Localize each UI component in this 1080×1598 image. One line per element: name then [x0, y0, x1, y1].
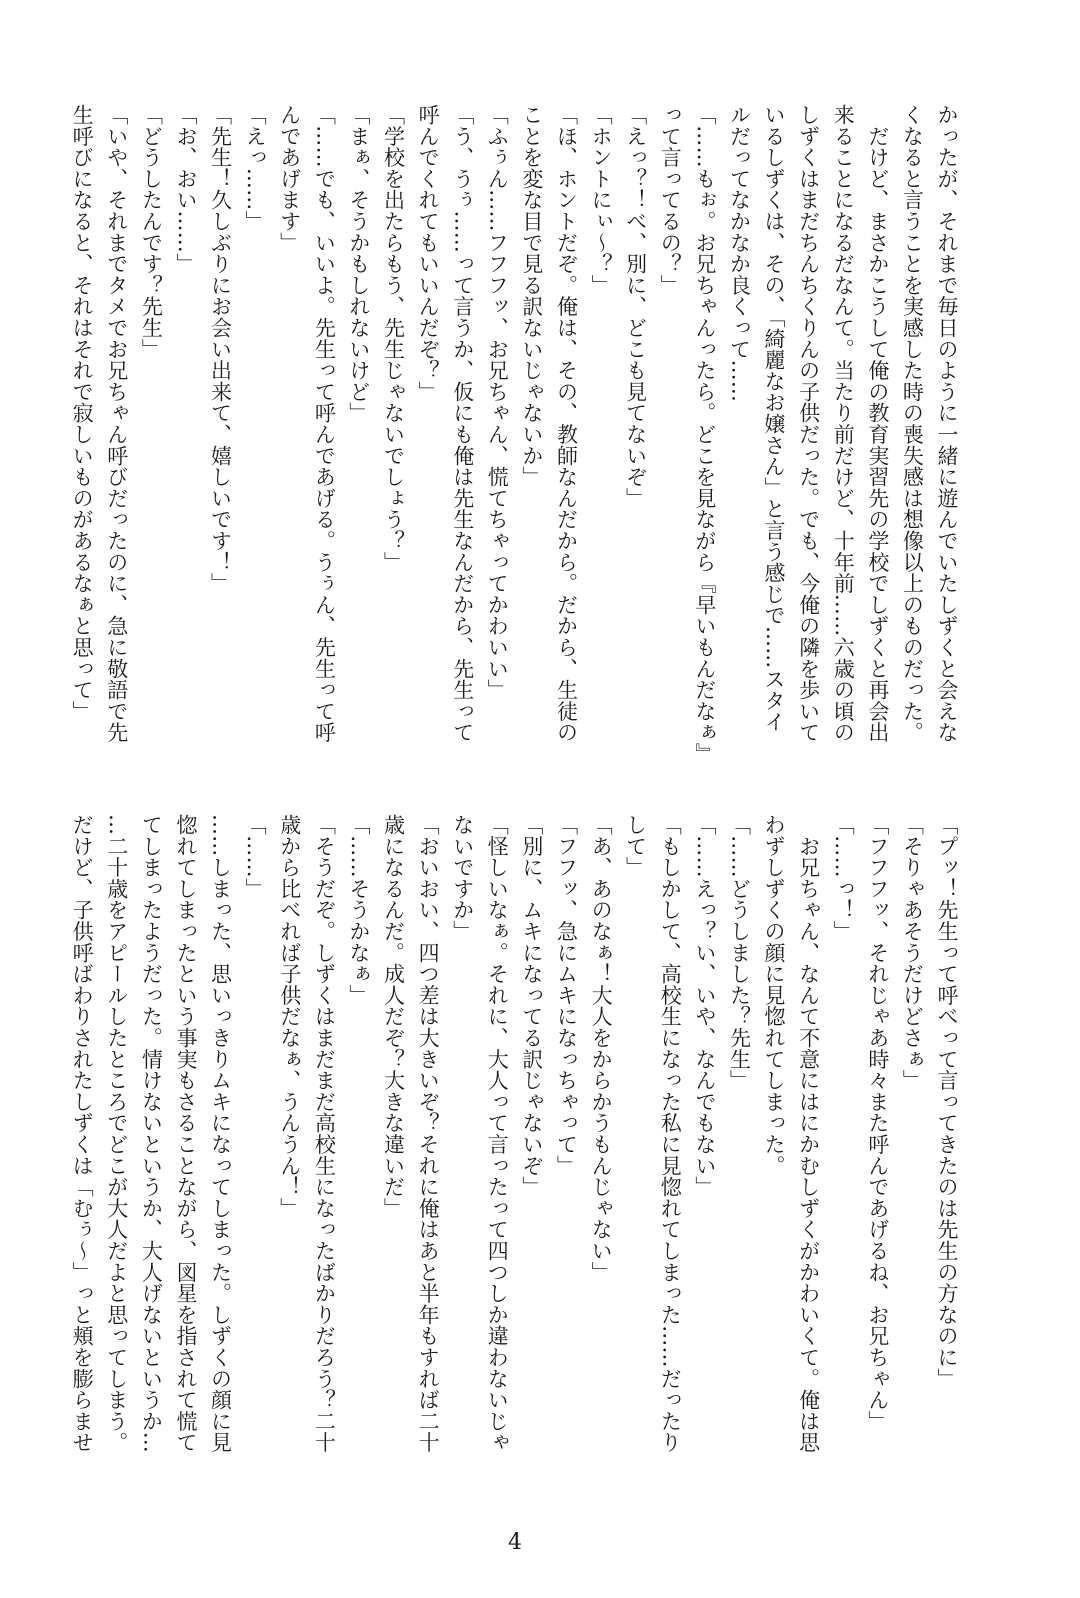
text-column: 「……えっ？い、いや、なんでもない」 [692, 814, 717, 1198]
text-column: 来ることになるだなんて。当たり前だけど、十年前……六歳の頃の [831, 104, 856, 743]
text-column: 歳になるんだ。成人だぞ？大きな違いだ」 [381, 814, 406, 1219]
text-column: 「いや、それまでタメでお兄ちゃん呼びだったのに、急に敬語で先 [104, 104, 129, 743]
text-column: 「……もぉ。お兄ちゃんったら。どこを見ながら『早いもんだなぁ』 [692, 104, 717, 765]
text-column: 「お、おい……」 [173, 104, 198, 275]
text-column: ルだってなかなか良くって…… [727, 104, 752, 403]
text-column: 生呼びになると、それはそれで寂しいものがあるなぁと思って」 [70, 104, 95, 722]
text-column: ないですか」 [450, 814, 475, 942]
text-column: 「別に、ムキになってる訳じゃないぞ」 [519, 814, 544, 1198]
text-column: 「えっ……」 [243, 104, 268, 232]
text-column: 「先生！久しぶりにお会い出来て、嬉しいです！」 [208, 104, 233, 594]
text-column: 呼んでくれてもいいんだぞ？」 [416, 104, 441, 403]
text-column: 「プッ！先生って呼べって言ってきたのは先生の方なのに」 [935, 814, 959, 1390]
text-column: 「……」 [243, 814, 268, 900]
text-column: 「どうしたんです？先生」 [139, 104, 164, 360]
text-column: 「フフフッ、それじゃあ時々また呼んであげるね、お兄ちゃん」 [865, 814, 890, 1432]
text-column: かったが、それまで毎日のように一緒に遊んでいたしずくと会えな [935, 104, 959, 743]
text-column: 「あ、あのなぁ！大人をからかうもんじゃない」 [589, 814, 614, 1283]
text-column: だけど、子供呼ばわりされたしずくは「むぅ～」っと頬を膨らませ [70, 814, 95, 1453]
text-column: てしまったようだった。情けないというか、大人げないというか… [139, 814, 164, 1453]
text-column: 「学校を出たらもう、先生じゃないでしょう？」 [381, 104, 406, 573]
text-column: ことを変な目で見る訳ないじゃないか」 [519, 104, 544, 488]
text-column: 「えっ？！べ、別に、どこも見てないぞ」 [623, 104, 648, 509]
text-column: 「ホントにぃ～？」 [589, 104, 614, 296]
text-column: 「……っ！」 [831, 814, 856, 942]
page-number: 4 [508, 1530, 522, 1555]
text-column: 「……どうしました？先生」 [727, 814, 752, 1091]
text-column: 「ふぅん……フフフッ、お兄ちゃん、慌てちゃってかわいい」 [485, 104, 510, 701]
text-column: しずくはまだちんちくりんの子供だった。でも、今俺の隣を歩いて [796, 104, 821, 743]
top-text-block [65, 104, 964, 765]
text-column: 「おいおい、四つ差は大きいぞ？それに俺はあと半年もすれば二十 [416, 814, 441, 1453]
text-column: んであげます」 [277, 104, 302, 254]
bottom-text-block [65, 814, 964, 1464]
text-column: 「まぁ、そうかもしれないけど」 [346, 104, 371, 424]
text-column: いるしずくは、その、「綺麗なお嬢さん」と言う感じで……スタイ [762, 104, 787, 733]
text-column: 「ほ、ホントだぞ。俺は、その、教師なんだから。だから、生徒の [554, 104, 579, 743]
text-column: わずしずくの顔に見惚れてしまった。 [762, 814, 787, 1177]
text-column: 「もしかして、高校生になった私に見惚れてしまった……だったり [658, 814, 683, 1453]
text-column: …二十歳をアピールしたところでどこが大人だよと思ってしまう。 [104, 814, 129, 1453]
text-column: 「……そうかなぁ」 [346, 814, 371, 1006]
text-column: お兄ちゃん、なんて不意にはにかむしずくがかわいくて。俺は思 [796, 814, 821, 1453]
text-column: 歳から比べれば子供だなぁ、うんうん！」 [277, 814, 302, 1219]
text-column: ……しまった、思いっきりムキになってしまった。しずくの顔に見 [208, 814, 233, 1453]
text-column: 「う、うぅ……って言うか、仮にも俺は先生なんだから、先生って [450, 104, 475, 743]
text-column: 「そうだぞ。しずくはまだまだ高校生になったばかりだろう？二十 [312, 814, 337, 1453]
text-column: 惚れてしまったという事実もさることながら、図星を指されて慌て [173, 814, 198, 1453]
text-column: 「……でも、いいよ。先生って呼んであげる。うぅん、先生って呼 [312, 104, 337, 743]
text-column: 「怪しいなぁ。それに、大人って言ったって四つしか違わないじゃ [485, 814, 510, 1453]
text-column: くなると言うことを実感した時の喪失感は想像以上のものだった。 [900, 104, 925, 743]
text-column: して」 [623, 814, 648, 878]
text-column: 「そりゃあそうだけどさぁ」 [900, 814, 925, 1091]
text-column: 「フフッ、急にムキになっちゃって」 [554, 814, 579, 1177]
text-column: だけど、まさかこうして俺の教育実習先の学校でしずくと再会出 [865, 104, 890, 743]
text-column: って言ってるの？」 [658, 104, 683, 296]
